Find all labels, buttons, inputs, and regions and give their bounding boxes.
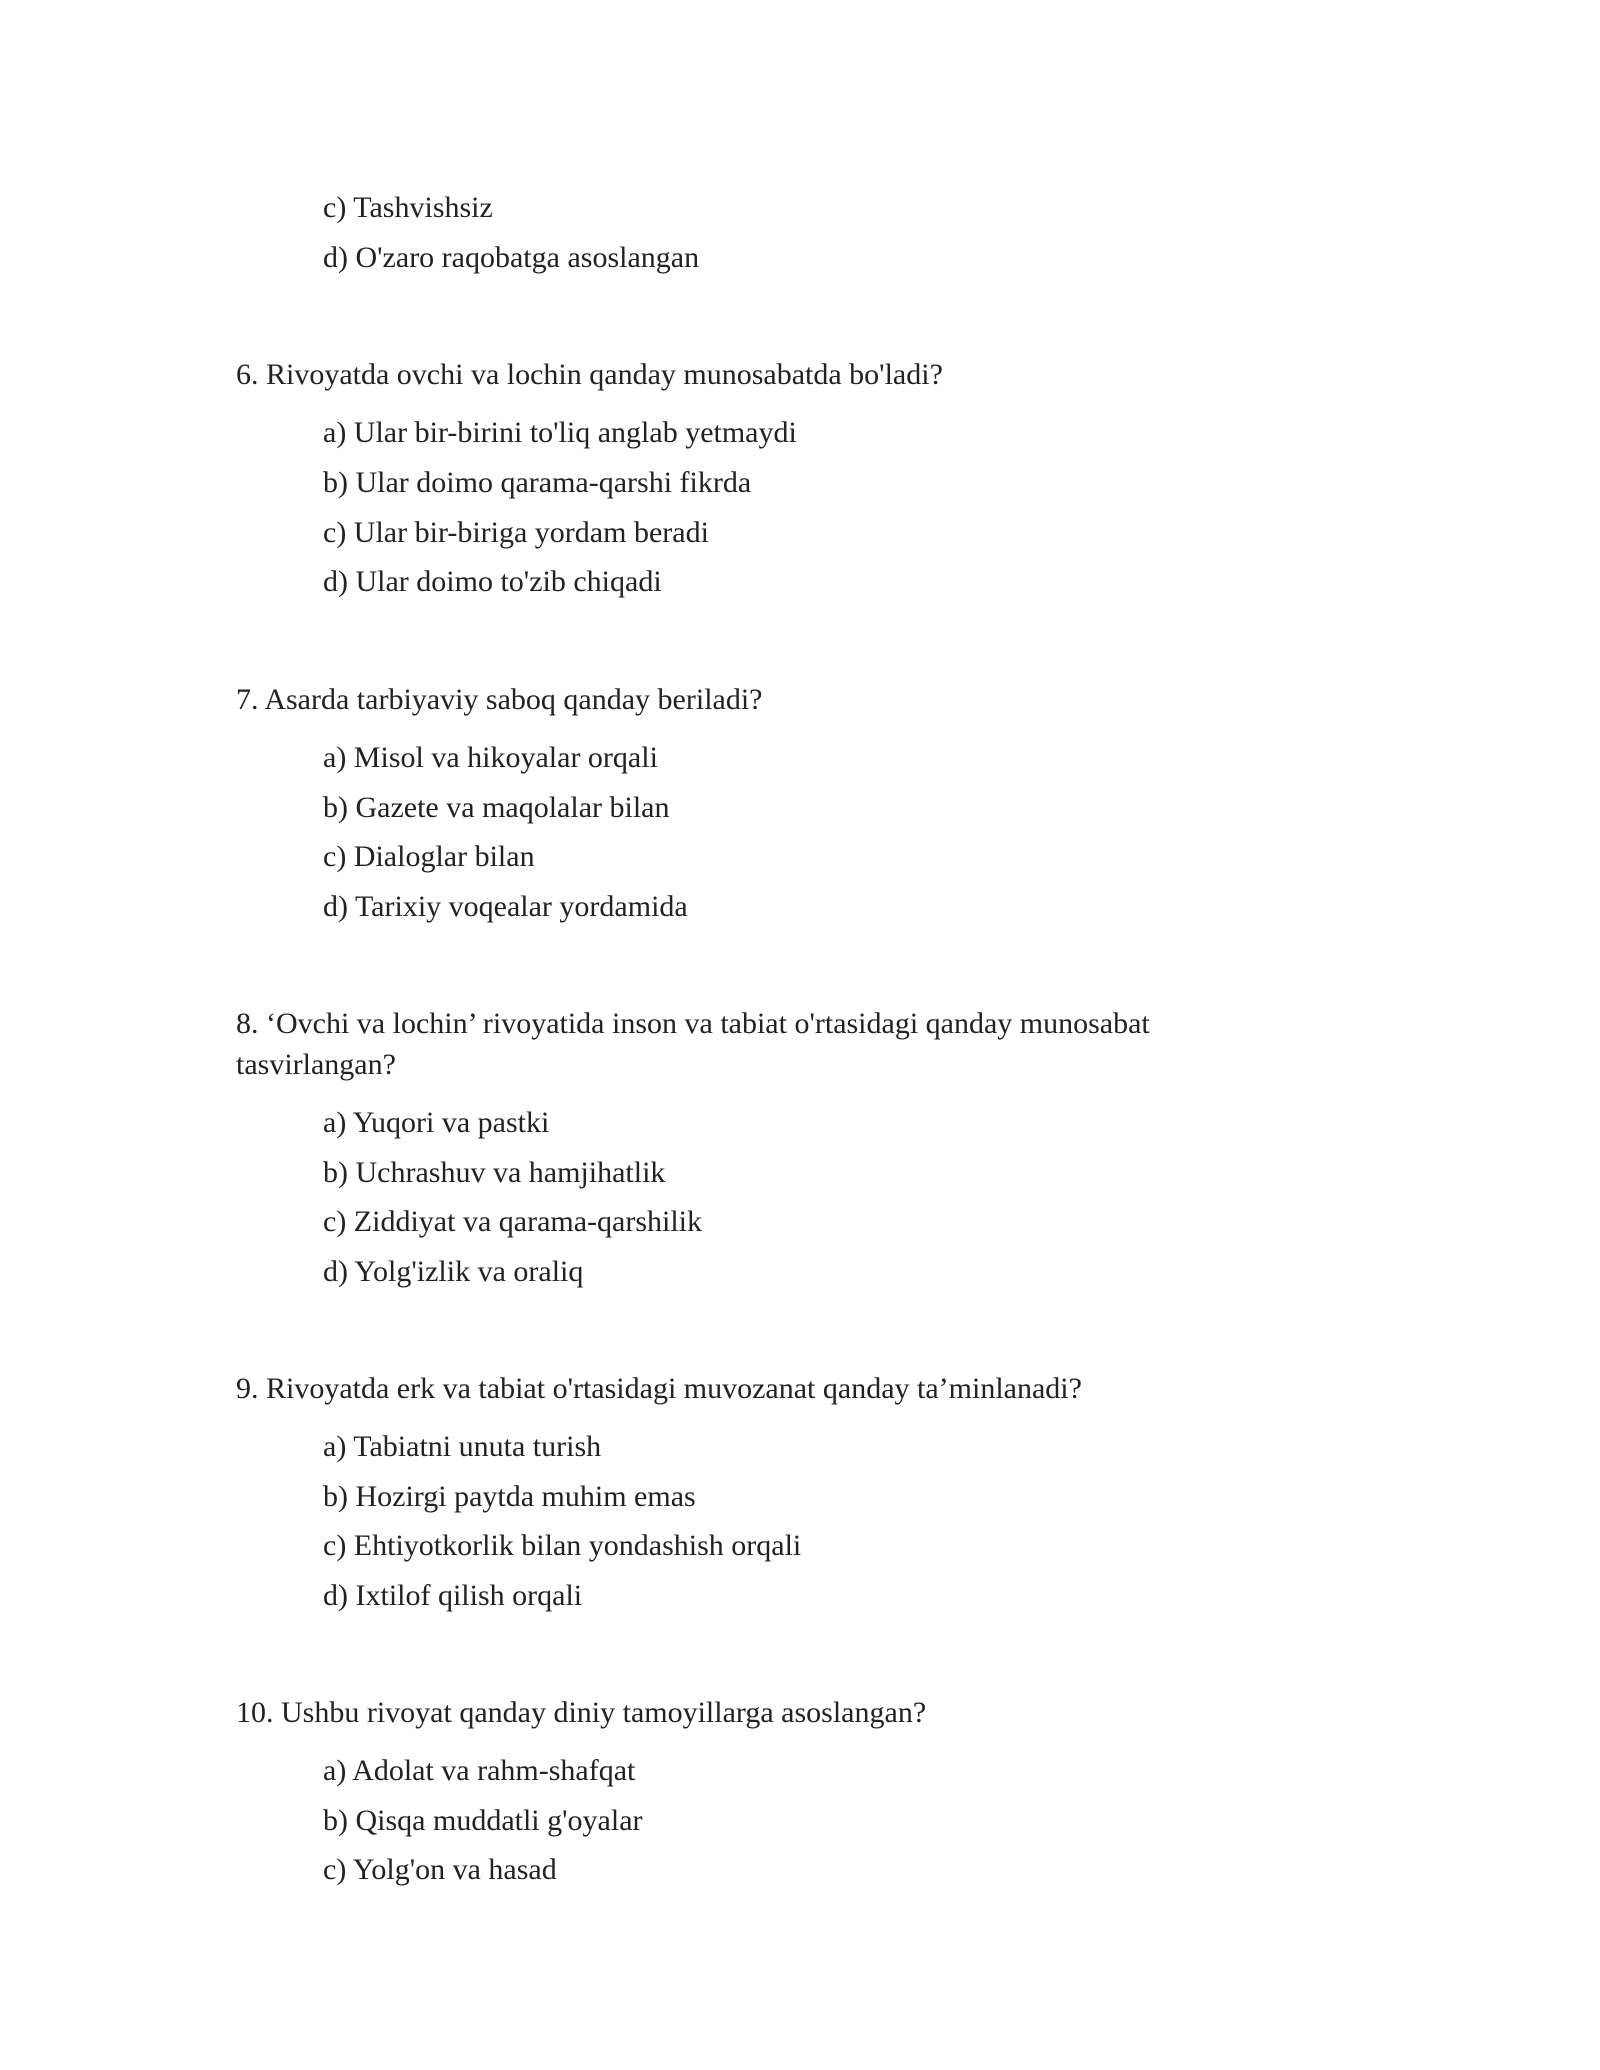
option-a: a) Ular bir-birini to'liq anglab yetmaydi [323, 416, 797, 449]
option-b: b) Gazete va maqolalar bilan [323, 791, 670, 824]
option-a: a) Adolat va rahm-shafqat [323, 1754, 636, 1787]
option-b: b) Qisqa muddatli g'oyalar [323, 1804, 643, 1837]
option-d: d) Tarixiy voqealar yordamida [323, 890, 688, 923]
option-c: c) Ular bir-biriga yordam beradi [323, 516, 709, 549]
option-b: b) Ular doimo qarama-qarshi fikrda [323, 466, 752, 499]
option-a: a) Tabiatni unuta turish [323, 1430, 602, 1463]
question-text: 8. ‘Ovchi va lochin’ rivoyatida inson va tabiat o'rtasidagi qanday munosabat tasvirlangan? [236, 1007, 1150, 1081]
option-d: d) Ular doimo to'zib chiqadi [323, 565, 662, 598]
option-a: a) Misol va hikoyalar orqali [323, 741, 658, 774]
option-c: c) Ehtiyotkorlik bilan yondashish orqali [323, 1529, 802, 1562]
option-c: c) Ziddiyat va qarama-qarshilik [323, 1205, 703, 1238]
option-d: d) O'zaro raqobatga asoslangan [323, 241, 700, 274]
option-c: c) Dialoglar bilan [323, 840, 535, 873]
option-d: d) Ixtilof qilish orqali [323, 1579, 583, 1612]
question-text: 9. Rivoyatda erk va tabiat o'rtasidagi muvozanat qanday ta’minlanadi? [236, 1372, 1082, 1405]
question-text: 10. Ushbu rivoyat qanday diniy tamoyillarga asoslangan? [236, 1696, 927, 1729]
option-b: b) Hozirgi paytda muhim emas [323, 1480, 696, 1513]
option-c: c) Tashvishsiz [323, 191, 493, 224]
question-text: 7. Asarda tarbiyaviy saboq qanday beriladi? [236, 683, 763, 716]
option-c: c) Yolg'on va hasad [323, 1853, 557, 1886]
question-text: 6. Rivoyatda ovchi va lochin qanday munosabatda bo'ladi? [236, 358, 943, 391]
option-a: a) Yuqori va pastki [323, 1106, 550, 1139]
option-b: b) Uchrashuv va hamjihatlik [323, 1156, 666, 1189]
option-d: d) Yolg'izlik va oraliq [323, 1255, 584, 1288]
